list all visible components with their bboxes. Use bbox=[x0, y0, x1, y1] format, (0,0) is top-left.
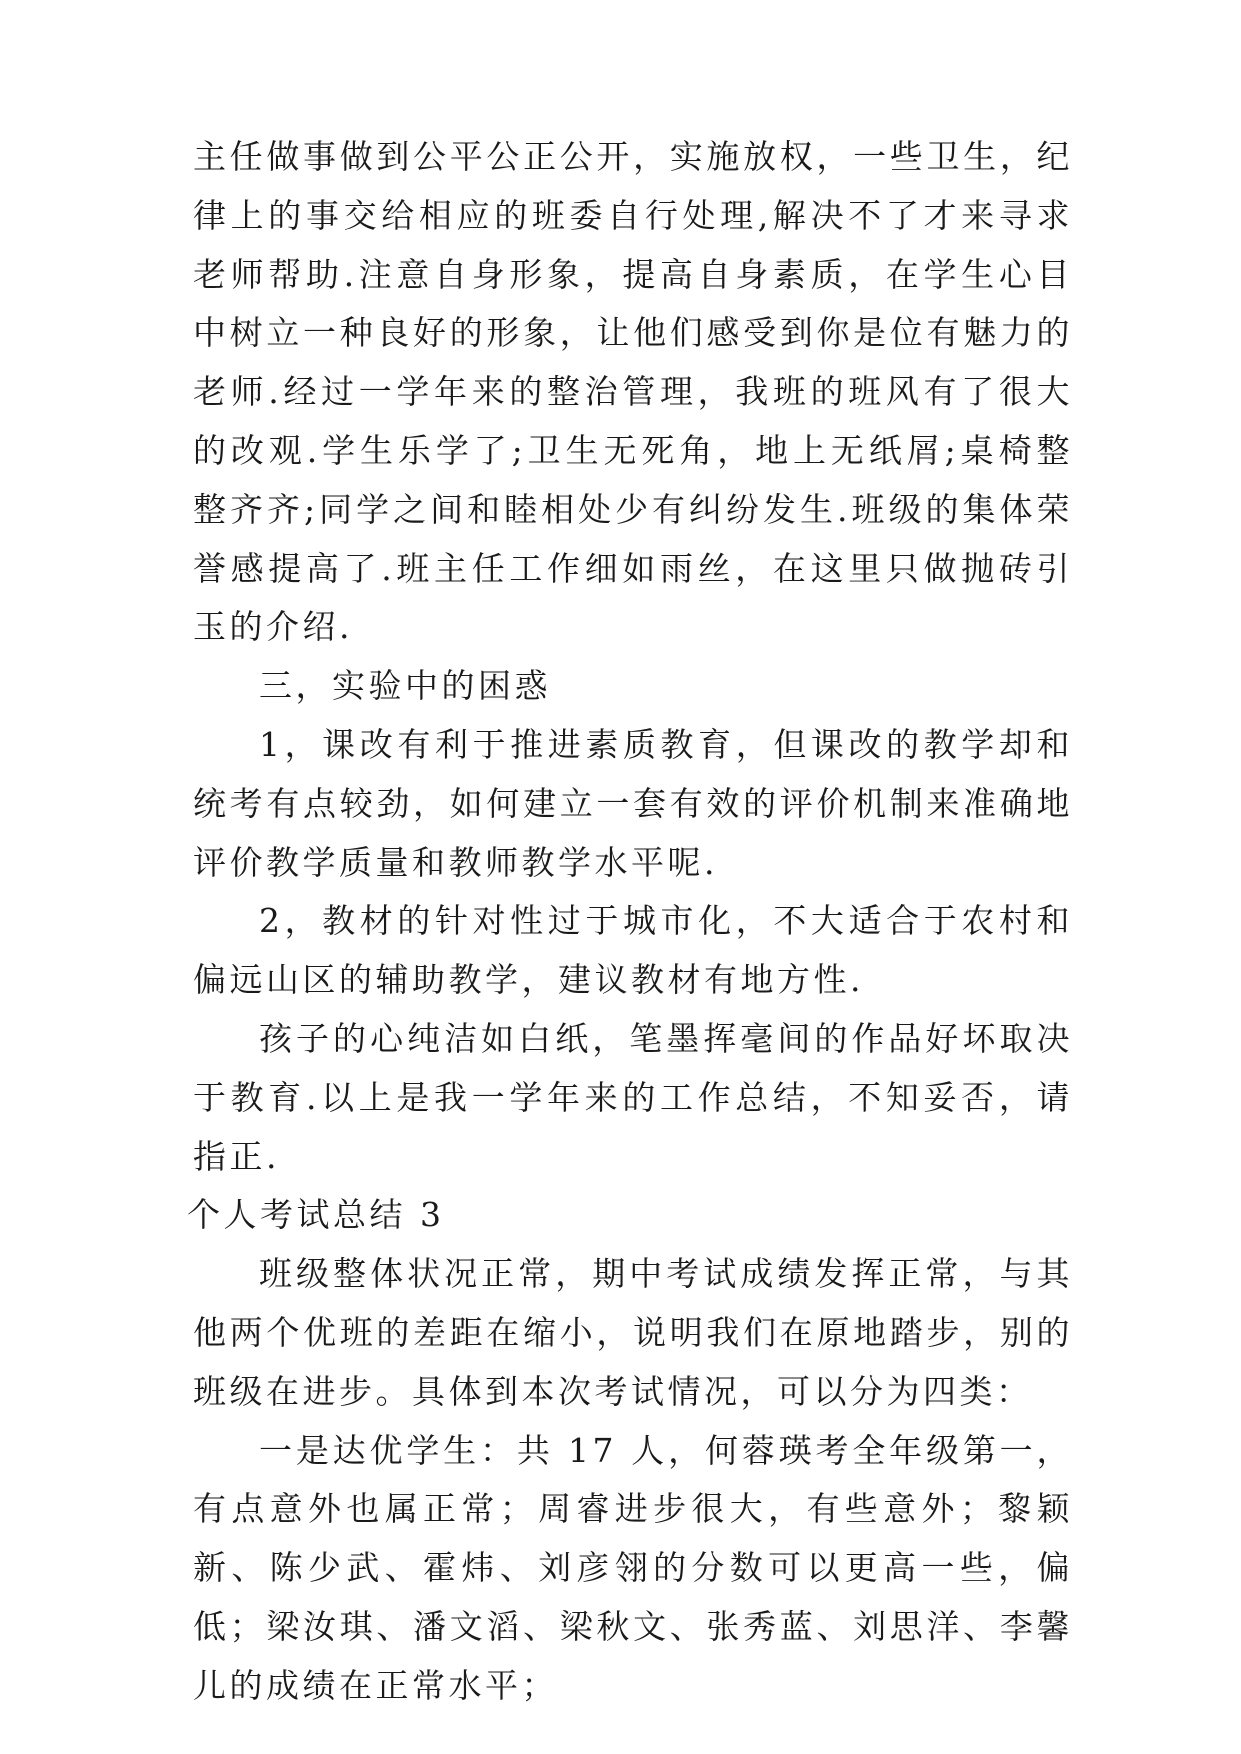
paragraph-point-1: 1，课改有利于推进素质教育，但课改的教学却和统考有点较劲，如何建立一套有效的评价机制来准确地评价教学质量和教师教学水平呢. bbox=[193, 724, 1073, 882]
section-title-exam-summary-3: 个人考试总结 3 bbox=[187, 1195, 445, 1235]
paragraph-point-2: 2，教材的针对性过于城市化，不大适合于农村和偏远山区的辅助教学，建议教材有地方性. bbox=[193, 901, 1073, 1000]
section-heading-confusion: 三，实验中的困惑 bbox=[259, 666, 551, 706]
paragraph-class-overview: 班级整体状况正常，期中考试成绩发挥正常，与其他两个优班的差距在缩小，说明我们在原地踏步，别的班级在进步。具体到本次考试情况，可以分为四类： bbox=[193, 1254, 1073, 1411]
paragraph-class-management: 主任做事做到公平公正公开，实施放权，一些卫生，纪律上的事交给相应的班委自行处理,解决不了才来寻求老师帮助.注意自身形象，提高自身素质，在学生心目中树立一种良好的形象，让他们感受到你是位有魅力的老师.经过一学年来的整治管理，我班的班风有了很大的改观.学生乐学了;卫生无死角，地上无纸屑;桌椅整整齐齐;同学之间和睦相处少有纠纷发生.班级的集体荣誉感提高了.班主任工作细如雨丝，在这里只做抛砖引玉的介绍. bbox=[193, 137, 1073, 647]
document-body bbox=[187, 128, 1073, 1716]
paragraph-conclusion: 孩子的心纯洁如白纸，笔墨挥毫间的作品好坏取决于教育.以上是我一学年来的工作总结，不知妥否，请指正. bbox=[193, 1018, 1073, 1176]
paragraph-top-students: 一是达优学生：共 17 人，何蓉瑛考全年级第一，有点意外也属正常；周睿进步很大，有些意外；黎颖新、陈少武、霍炜、刘彦翎的分数可以更高一些，偏低；梁汝琪、潘文滔、梁秋文、张秀蓝、刘思洋、李馨儿的成绩在正常水平； bbox=[193, 1430, 1073, 1705]
